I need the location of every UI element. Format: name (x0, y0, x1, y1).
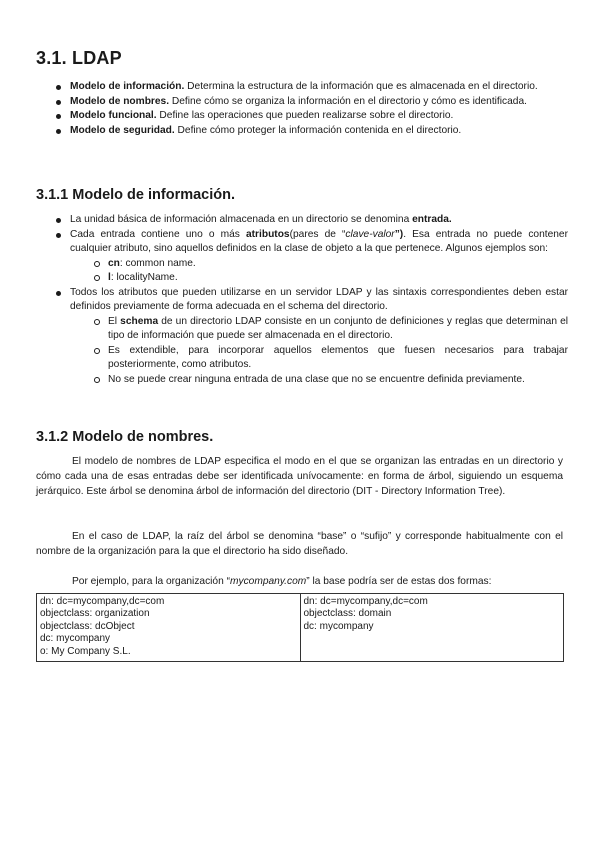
sub-item (92, 271, 568, 286)
item-text: Es extendible, para incorporar aquellos elementos que fuesen necesarios para trabajar posteriormente, como atributos. (108, 344, 568, 370)
item-text: Determina la estructura de la información que es almacenada en el directorio. (184, 81, 538, 92)
item-text: El (108, 315, 121, 327)
paragraph (36, 575, 563, 590)
sub-item (92, 373, 568, 388)
item-term: Modelo de seguridad. (70, 124, 175, 136)
table-cell-left (37, 594, 301, 662)
sub-item (92, 344, 568, 373)
item-term: ”) (394, 228, 404, 240)
attr-desc: : localityName. (110, 272, 178, 283)
code-line: dn: dc=mycompany,dc=com (40, 596, 165, 607)
sub-item (92, 315, 568, 344)
attribute-examples (92, 257, 568, 286)
item-italic: clave-valor (345, 228, 395, 240)
list-item (56, 228, 568, 286)
item-text: Define cómo se organiza la información en el directorio y cómo es identificada. (169, 95, 527, 107)
item-term: Modelo funcional. (70, 110, 157, 121)
attr-name: l (108, 272, 111, 283)
table-cell-right (300, 594, 564, 662)
item-text: Define cómo proteger la información contenida en el directorio. (174, 124, 462, 136)
base-examples-table (36, 593, 564, 662)
para-text: ” la base podría ser de estas dos formas: (306, 576, 492, 587)
code-line: o: My Company S.L. (40, 645, 131, 657)
list-item (56, 286, 568, 388)
ldap-models-list (56, 80, 568, 138)
info-model-heading: 3.1.1 Modelo de información. (36, 187, 236, 203)
code-line: dc: mycompany (303, 620, 374, 632)
item-term: atributos (246, 228, 290, 240)
attr-name: cn (108, 257, 120, 269)
item-text: (pares de “ (289, 228, 346, 240)
list-item (56, 109, 568, 124)
item-text: Todos los atributos que pueden utilizarse en un servidor LDAP y las sintaxis correspondientes deben estar definidos previamente de forma adecuada en el schema del directorio. (70, 286, 568, 312)
item-text: Define las operaciones que pueden realizarse sobre el directorio. (156, 110, 454, 121)
para-italic: mycompany.com (230, 576, 307, 587)
schema-sublist (92, 315, 568, 388)
attr-desc: : common name. (119, 257, 196, 269)
item-text: de un directorio LDAP consiste en un conjunto de definiciones y reglas que determinan el tipo de información que puede ser almacenada en el directorio. (108, 315, 569, 341)
list-item (56, 95, 568, 110)
item-text: No se puede crear ninguna entrada de una clase que no se encuentre definida previamente. (108, 373, 525, 385)
info-model-list (56, 213, 568, 387)
item-text: Cada entrada contiene uno o más (70, 228, 246, 240)
code-line: objectclass: domain (303, 608, 392, 620)
paragraph: El modelo de nombres de LDAP especifica el modo en el que se organizan las entradas en un directorio y cómo cada una de esas entradas debe ser identificada unívocamente: en forma de árbol, siguiendo un esquema jerárquico. Este árbol se denomina árbol de información del directorio (DIT - Directory Information Tree). (36, 456, 563, 497)
list-item (56, 124, 568, 139)
section-title: 3.1. LDAP (36, 48, 122, 68)
sub-item (92, 257, 568, 272)
code-line: objectclass: dcObject (40, 620, 135, 632)
item-text: La unidad básica de información almacenada en un directorio se denomina (70, 214, 413, 225)
code-line: dn: dc=mycompany,dc=com (303, 596, 428, 607)
code-line: dc: mycompany (40, 633, 111, 645)
item-term: entrada. (412, 214, 452, 225)
list-item (56, 213, 568, 228)
code-line: objectclass: organization (40, 608, 150, 620)
item-text: . Esa entrada no puede contener cualquier atributo, sino aquellos definidos en la clase de objeto a la que pertenece. Algunos ejemplos son: (70, 228, 568, 254)
table-row (37, 594, 564, 662)
item-term: schema (120, 315, 159, 327)
list-item (56, 80, 568, 95)
names-model-heading: 3.1.2 Modelo de nombres. (36, 429, 214, 445)
para-text: Por ejemplo, para la organización “ (72, 576, 230, 587)
paragraph: En el caso de LDAP, la raíz del árbol se denomina “base” o “sufijo” y corresponde habitualmente con el nombre de la organización para la que el directorio ha sido diseñado. (36, 531, 563, 557)
item-term: Modelo de nombres. (70, 95, 170, 107)
item-term: Modelo de información. (70, 81, 185, 92)
